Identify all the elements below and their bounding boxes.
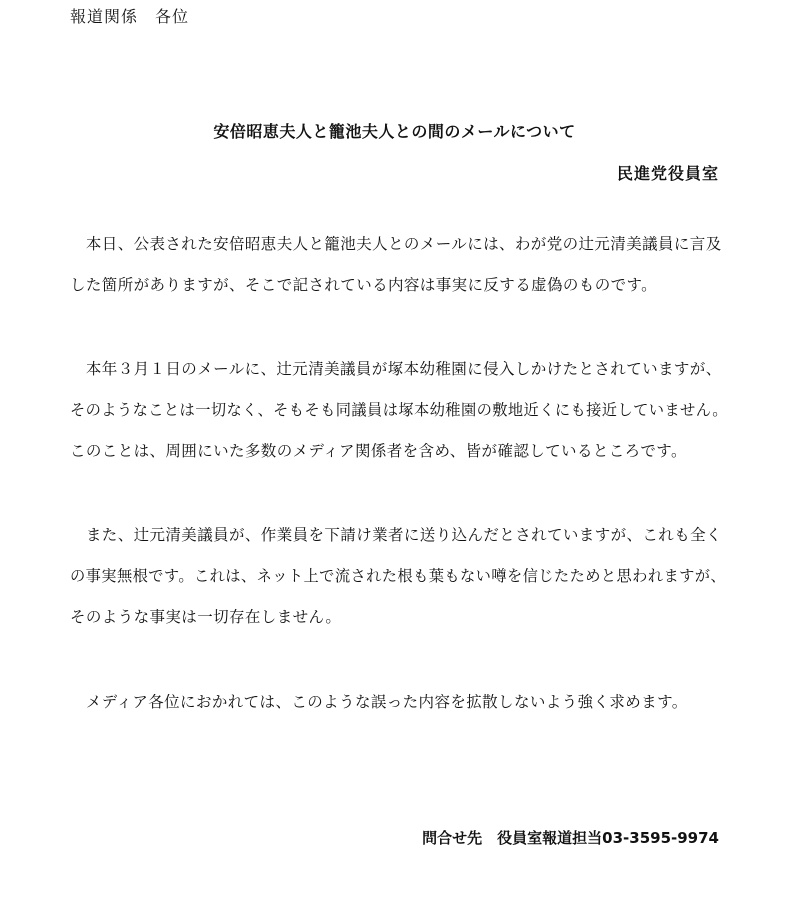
paragraph-1 bbox=[70, 230, 730, 312]
paragraph-line: そのようなことは一切なく、そもそも同議員は塚本幼稚園の敷地近くにも接近していません。 bbox=[70, 401, 728, 419]
paragraph-2 bbox=[70, 355, 730, 478]
paragraph-line: このことは、周囲にいた多数のメディア関係者を含め、皆が確認しているところです。 bbox=[70, 442, 687, 460]
contact-label: 問合せ先 bbox=[422, 829, 483, 847]
paragraph-4 bbox=[70, 688, 730, 729]
paragraph-line: 本日、公表された安倍昭恵夫人と籠池夫人とのメールには、わが党の辻元清美議員に言及 bbox=[70, 235, 722, 253]
issuer: 民進党役員室 bbox=[616, 164, 719, 183]
contact-department: 役員室報道担当 bbox=[497, 829, 603, 847]
paragraph-line: また、辻元清美議員が、作業員を下請け業者に送り込んだとされていますが、これも全く bbox=[70, 526, 722, 544]
paragraph-line: そのような事実は一切存在しません。 bbox=[70, 608, 342, 626]
contact-phone: 03-3595-9974 bbox=[602, 829, 719, 847]
paragraph-line: メディア各位におかれては、このような誤った内容を拡散しないよう強く求めます。 bbox=[70, 693, 688, 711]
paragraph-line: した箇所がありますが、そこで記されている内容は事実に反する虚偽のものです。 bbox=[70, 276, 658, 294]
paragraph-line: の事実無根です。これは、ネット上で流された根も葉もない噂を信じたためと思われますが、 bbox=[70, 567, 727, 585]
addressee: 報道関係 各位 bbox=[70, 7, 190, 26]
paragraph-3 bbox=[70, 521, 730, 644]
document-title: 安倍昭恵夫人と籠池夫人との間のメールについて bbox=[213, 122, 576, 141]
paragraph-line: 本年３月１日のメールに、辻元清美議員が塚本幼稚園に侵入しかけたとされていますが、 bbox=[70, 360, 722, 378]
contact-info bbox=[422, 827, 719, 848]
